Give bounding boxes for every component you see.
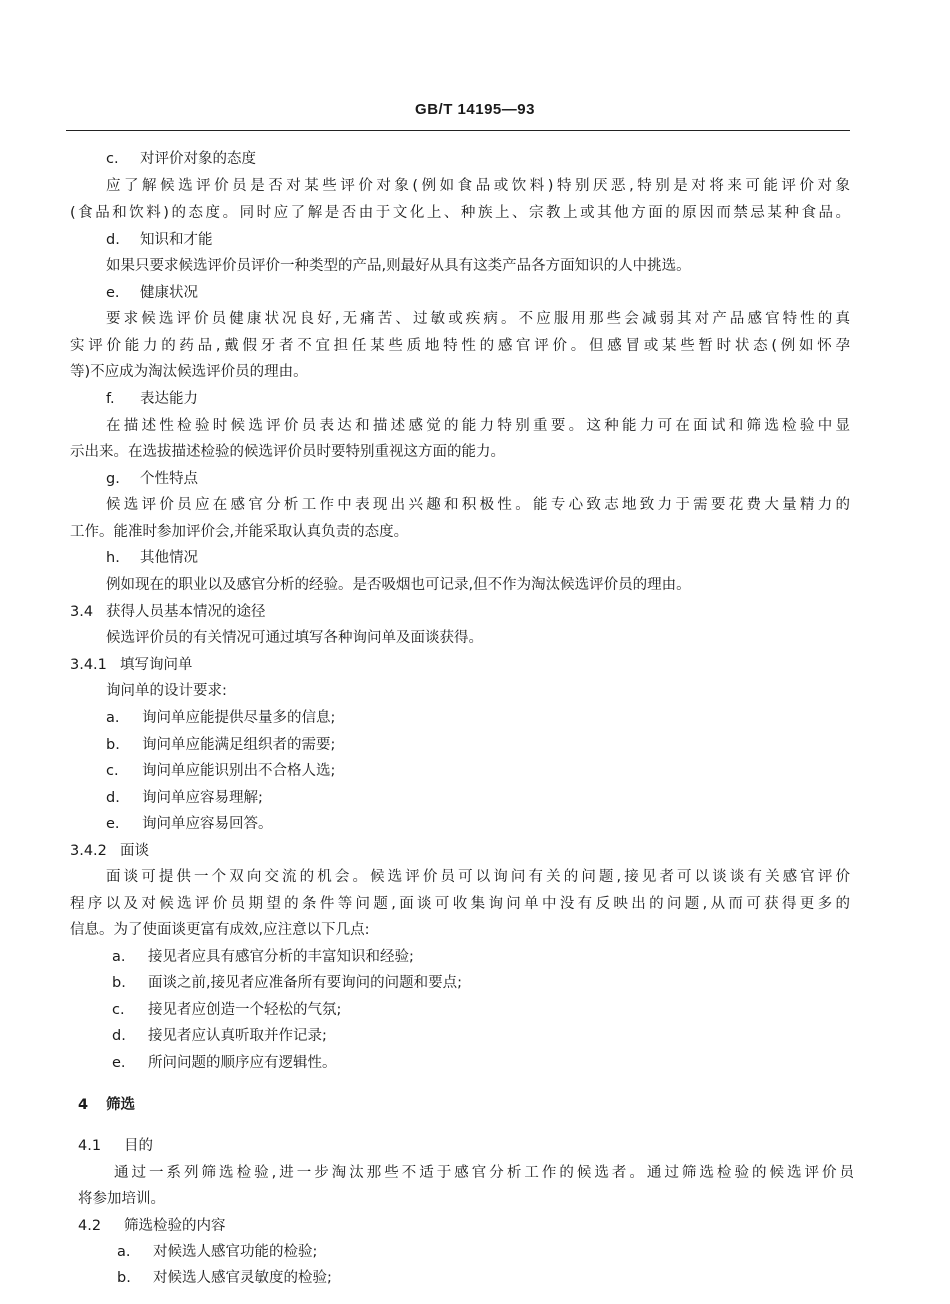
section-title: 获得人员基本情况的途径 [106,604,266,620]
list-label: d. [112,1028,126,1044]
item-title: 其他情况 [140,550,198,566]
section-number: 4.1 [78,1138,102,1154]
section-3-4-2-heading [70,841,149,861]
item-h-heading [106,548,198,568]
list-label: d. [106,790,120,806]
item-f-heading [106,389,198,409]
item-e-heading [106,283,198,303]
list-text: 询问单应容易理解; [142,790,263,806]
list-text: 对候选人感官灵敏度的检验; [153,1270,332,1286]
list-text: 接见者应认真听取并作记录; [148,1028,327,1044]
item-label: d. [106,232,120,248]
section-title: 面谈 [120,843,149,859]
paragraph-line: 如果只要求候选评价员评价一种类型的产品,则最好从具有这类产品各方面知识的人中挑选。 [106,258,691,274]
section-title: 填写询问单 [120,657,193,673]
item-d-heading [106,230,213,250]
list-item [112,947,414,967]
list-item [106,761,335,781]
section-number: 3.4.1 [70,657,107,673]
section-4-heading [78,1095,135,1115]
list-item [106,814,273,834]
list-item [112,1000,341,1020]
paragraph-line: 询问单的设计要求: [106,683,227,699]
section-3-4-heading [70,602,266,622]
section-title: 目的 [124,1138,153,1154]
paragraph-line: 程序以及对候选评价员期望的条件等问题,面谈可收集询问单中没有反映出的问题,从而可获得更多的 [70,896,850,912]
section-number: 3.4 [70,604,94,620]
list-item [112,1053,337,1073]
paragraph-line: 面谈可提供一个双向交流的机会。候选评价员可以询问有关的问题,接见者可以谈谈有关感官评价 [106,869,850,885]
list-label: c. [112,1002,125,1018]
list-label: c. [106,763,119,779]
paragraph-line: 等)不应成为淘汰候选评价员的理由。 [70,364,308,380]
item-label: e. [106,285,120,301]
paragraph-line: 候选评价员的有关情况可通过填写各种询问单及面谈获得。 [106,630,483,646]
paragraph-line: 候选评价员应在感官分析工作中表现出兴趣和积极性。能专心致志地致力于需要花费大量精力的 [106,497,850,513]
paragraph-line: 将参加培训。 [78,1191,165,1207]
list-text: 询问单应能提供尽量多的信息; [142,710,336,726]
paragraph-line: 通过一系列筛选检验,进一步淘汰那些不适于感官分析工作的候选者。通过筛选检验的候选评价员 [114,1165,854,1181]
item-label: f. [106,391,115,407]
item-label: h. [106,550,120,566]
list-label: a. [117,1244,131,1260]
section-number: 3.4.2 [70,843,107,859]
list-label: a. [106,710,120,726]
item-title: 知识和才能 [140,232,213,248]
paragraph-line: 在描述性检验时候选评价员表达和描述感觉的能力特别重要。这种能力可在面试和筛选检验中显 [106,418,850,434]
paragraph-line: 应了解候选评价员是否对某些评价对象(例如食品或饮料)特别厌恶,特别是对将来可能评价对象 [106,178,850,194]
paragraph-line: 工作。能准时参加评价会,并能采取认真负责的态度。 [70,524,409,540]
list-label: b. [117,1270,131,1286]
list-text: 询问单应能识别出不合格人选; [142,763,336,779]
paragraph-line: 示出来。在选拔描述检验的候选评价员时要特别重视这方面的能力。 [70,444,505,460]
section-3-4-1-heading [70,655,193,675]
item-title: 表达能力 [140,391,198,407]
item-title: 健康状况 [140,285,198,301]
section-title: 筛选 [106,1097,135,1113]
document-header: GB/T 14195—93 [415,101,535,118]
item-g-heading [106,469,198,489]
paragraph-line: (食品和饮料)的态度。同时应了解是否由于文化上、种族上、宗教上或其他方面的原因而禁忌某种食品。 [70,205,850,221]
item-c-heading [106,149,256,169]
list-item [106,788,263,808]
list-text: 询问单应容易回答。 [142,816,273,832]
list-text: 询问单应能满足组织者的需要; [142,737,336,753]
paragraph-line: 信息。为了使面谈更富有成效,应注意以下几点: [70,922,370,938]
section-title: 筛选检验的内容 [124,1218,226,1234]
list-item [106,735,335,755]
item-label: g. [106,471,120,487]
paragraph-line: 实评价能力的药品,戴假牙者不宜担任某些质地特性的感官评价。但感冒或某些暂时状态(例如怀孕 [70,338,850,354]
paragraph-line: 例如现在的职业以及感官分析的经验。是否吸烟也可记录,但不作为淘汰候选评价员的理由。 [106,577,691,593]
section-4-2-heading [78,1216,226,1236]
list-label: e. [112,1055,126,1071]
list-item [117,1268,332,1288]
list-label: b. [106,737,120,753]
paragraph-line: 要求候选评价员健康状况良好,无痛苦、过敏或疾病。不应服用那些会减弱其对产品感官特性的真 [106,311,850,327]
list-item [106,708,335,728]
item-label: c. [106,151,119,167]
section-number: 4.2 [78,1218,102,1234]
list-text: 面谈之前,接见者应准备所有要询问的问题和要点; [148,975,462,991]
list-text: 接见者应创造一个轻松的气氛; [148,1002,342,1018]
list-text: 所问问题的顺序应有逻辑性。 [148,1055,337,1071]
list-text: 对候选人感官功能的检验; [153,1244,318,1260]
list-label: e. [106,816,120,832]
item-title: 个性特点 [140,471,198,487]
header-rule [66,130,850,131]
list-text: 接见者应具有感官分析的丰富知识和经验; [148,949,414,965]
list-item [117,1242,317,1262]
list-item [112,1026,327,1046]
list-label: b. [112,975,126,991]
section-4-1-heading [78,1136,153,1156]
section-number: 4 [78,1097,89,1113]
item-title: 对评价对象的态度 [140,151,256,167]
list-item [112,973,462,993]
list-label: a. [112,949,126,965]
